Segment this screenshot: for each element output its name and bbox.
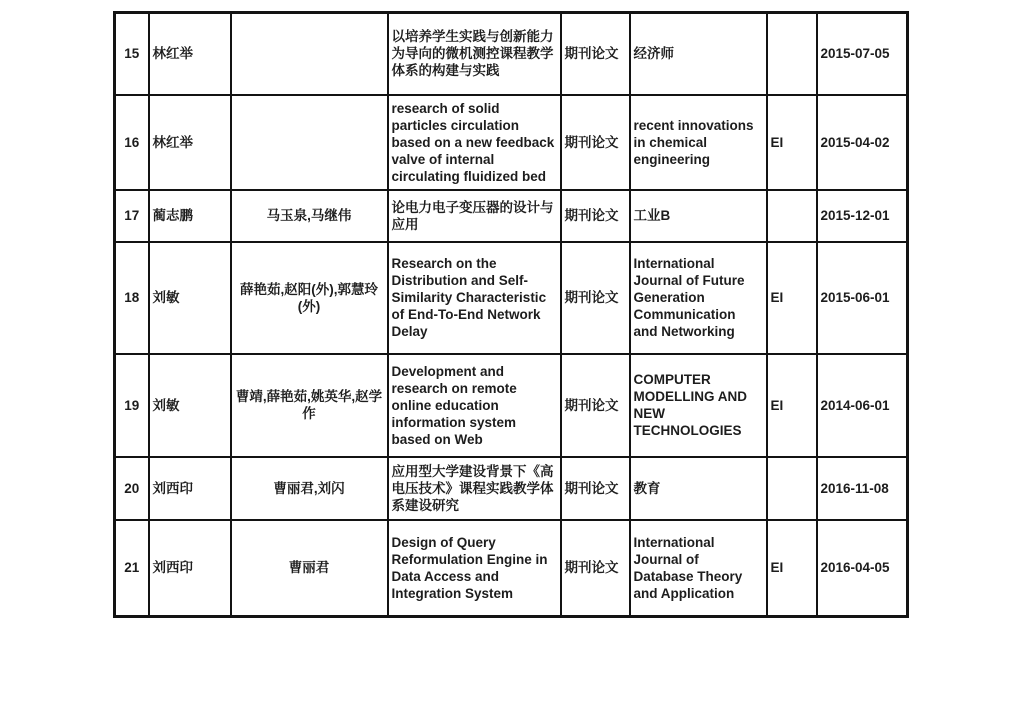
cell-paper-title: Design of Query Reformulation Engine in Data Access and Integration System <box>388 520 561 617</box>
cell-first-author: 蔺志鹏 <box>149 190 231 242</box>
cell-publication-type: 期刊论文 <box>561 354 630 457</box>
cell-index-flag: EI <box>767 520 817 617</box>
cell-first-author: 刘敏 <box>149 242 231 354</box>
cell-publication-type: 期刊论文 <box>561 520 630 617</box>
cell-first-author: 林红举 <box>149 13 231 95</box>
cell-co-authors <box>231 95 388 190</box>
table-row <box>115 190 908 242</box>
cell-paper-title: 应用型大学建设背景下《高电压技术》课程实践教学体系建设研究 <box>388 457 561 520</box>
cell-index-flag <box>767 190 817 242</box>
cell-first-author: 刘西印 <box>149 520 231 617</box>
cell-journal-name: recent innovations in chemical engineering <box>630 95 767 190</box>
table-row <box>115 13 908 95</box>
cell-journal-name: International Journal of Future Generation Communication and Networking <box>630 242 767 354</box>
cell-paper-title: Development and research on remote online education information system based on Web <box>388 354 561 457</box>
cell-publish-date: 2014-06-01 <box>817 354 908 457</box>
cell-index-flag <box>767 13 817 95</box>
cell-publication-type: 期刊论文 <box>561 190 630 242</box>
cell-row-number: 21 <box>115 520 149 617</box>
cell-row-number: 17 <box>115 190 149 242</box>
cell-index-flag <box>767 457 817 520</box>
cell-journal-name: 经济师 <box>630 13 767 95</box>
cell-paper-title: 以培养学生实践与创新能力为导向的微机测控课程教学体系的构建与实践 <box>388 13 561 95</box>
cell-journal-name: International Journal of Database Theory and Application <box>630 520 767 617</box>
cell-index-flag: EI <box>767 95 817 190</box>
publications-table-body <box>115 13 908 617</box>
cell-publish-date: 2015-12-01 <box>817 190 908 242</box>
cell-row-number: 20 <box>115 457 149 520</box>
publications-table <box>113 11 909 618</box>
cell-paper-title: Research on the Distribution and Self-Similarity Characteristic of End-To-End Network Delay <box>388 242 561 354</box>
cell-row-number: 15 <box>115 13 149 95</box>
table-row <box>115 457 908 520</box>
cell-co-authors: 曹丽君 <box>231 520 388 617</box>
cell-co-authors: 曹靖,薛艳茹,姚英华,赵学作 <box>231 354 388 457</box>
table-row <box>115 354 908 457</box>
cell-row-number: 19 <box>115 354 149 457</box>
cell-first-author: 林红举 <box>149 95 231 190</box>
cell-row-number: 16 <box>115 95 149 190</box>
cell-publication-type: 期刊论文 <box>561 457 630 520</box>
cell-journal-name: 工业B <box>630 190 767 242</box>
cell-publication-type: 期刊论文 <box>561 13 630 95</box>
cell-co-authors <box>231 13 388 95</box>
cell-publish-date: 2016-04-05 <box>817 520 908 617</box>
cell-first-author: 刘西印 <box>149 457 231 520</box>
cell-paper-title: research of solid particles circulation based on a new feedback valve of internal circulating fluidized bed <box>388 95 561 190</box>
cell-co-authors: 薛艳茹,赵阳(外),郭慧玲(外) <box>231 242 388 354</box>
cell-paper-title: 论电力电子变压器的设计与应用 <box>388 190 561 242</box>
table-row <box>115 520 908 617</box>
cell-index-flag: EI <box>767 242 817 354</box>
cell-publication-type: 期刊论文 <box>561 95 630 190</box>
cell-row-number: 18 <box>115 242 149 354</box>
cell-publish-date: 2016-11-08 <box>817 457 908 520</box>
table-row <box>115 242 908 354</box>
cell-publish-date: 2015-06-01 <box>817 242 908 354</box>
cell-journal-name: 教育 <box>630 457 767 520</box>
cell-first-author: 刘敏 <box>149 354 231 457</box>
cell-publish-date: 2015-07-05 <box>817 13 908 95</box>
cell-co-authors: 曹丽君,刘闪 <box>231 457 388 520</box>
cell-journal-name: COMPUTER MODELLING AND NEW TECHNOLOGIES <box>630 354 767 457</box>
cell-publication-type: 期刊论文 <box>561 242 630 354</box>
cell-co-authors: 马玉泉,马继伟 <box>231 190 388 242</box>
cell-publish-date: 2015-04-02 <box>817 95 908 190</box>
table-row <box>115 95 908 190</box>
cell-index-flag: EI <box>767 354 817 457</box>
